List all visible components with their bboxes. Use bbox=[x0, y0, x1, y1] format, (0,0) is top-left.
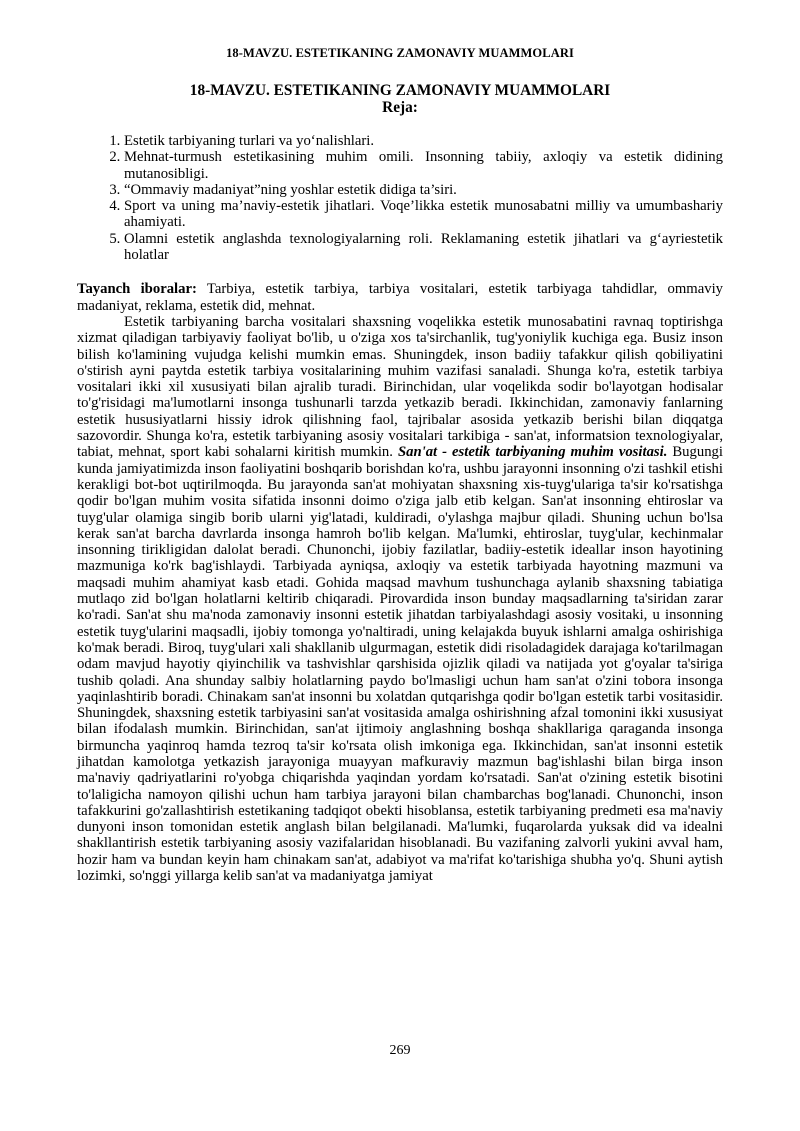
keywords-text: Tarbiya, estetik tarbiya, tarbiya vositalari, estetik tarbiyaga tahdidlar, ommaviy madaniyat, reklama, estetik did, mehnat. bbox=[77, 281, 723, 314]
plan-list bbox=[77, 133, 723, 263]
body-paragraph bbox=[77, 314, 723, 884]
keywords-label: Tayanch iboralar: bbox=[77, 281, 197, 298]
page-number: 269 bbox=[389, 1043, 411, 1058]
keywords-paragraph bbox=[77, 281, 723, 314]
page-title: 18-MAVZU. ESTETIKANING ZAMONAVIY MUAMMOLARI bbox=[189, 82, 611, 99]
body-highlight: San'at - estetik tarbiyaning muhim vositasi. bbox=[397, 444, 668, 461]
plan-heading: Reja: bbox=[382, 99, 418, 116]
page-content bbox=[77, 82, 723, 884]
plan-item: 4. Sport va uning ma’naviy-estetik jihatlari. Voqe’likka estetik munosabatni milliy va umumbashariy ahamiyati. bbox=[124, 198, 723, 231]
running-header: 18-MAVZU. ESTETIKANING ZAMONAVIY MUAMMOLARI bbox=[226, 46, 574, 60]
body-text-part1: Estetik tarbiyaning barcha vositalari shaxsning voqelikka estetik munosabatini ravnaq toptirishga xizmat qiladigan tarbiyaviy faoliyat bo'lib, u o'ziga xos ta'sirchanlik, tug'yoniylik kuchiga ega. Busiz inson bilish ko'lamining vujudga kelishi mumkin emas. Shuningdek, inson badiiy tafakkur qilish qobiliyatini o'stirish ayni paytda estetik tarbiya vositalarining muhim vazifasi sanaladi. Shunga ko'ra, estetik tarbiya vositalari ikki xil xususiyati bilan ajralib turadi. Birinchidan, ular voqelikda sodir bo'layotgan hodisalar to'g'risidagi ma'lumotlarni insonga tushunarli tarzda yetkazib beradi. Ikkinchidan, zamonaviy fanlarning estetik hususiyatlarni hissiy idrok qilishning faol, tajribalar asosida yetkazib berishi bilan diqqatga sazovordir. Shunga ko'ra, estetik tarbiyaning asosiy vositalari tarkibiga - san'at, informatsion texnologiyalar, tabiat, mehnat, sport kabi sohalarni kiritish mumkin. bbox=[77, 313, 723, 461]
plan-item: 2. Mehnat-turmush estetikasining muhim omili. Insonning tabiiy, axloqiy va estetik didining mutanosibligi. bbox=[124, 149, 723, 182]
plan-item: 1. Estetik tarbiyaning turlari va yo‘nalishlari. bbox=[124, 133, 723, 149]
plan-item: 3. “Ommaviy madaniyat”ning yoshlar estetik didiga ta’siri. bbox=[124, 182, 723, 198]
plan-item: 5. Olamni estetik anglashda texnologiyalarning roli. Reklamaning estetik jihatlari va g‘ayriestetik holatlar bbox=[124, 231, 723, 264]
body-text-part2: Bugungi kunda jamiyatimizda inson faoliyatini boshqarib borishdan ko'ra, ushbu jarayonni insonning o'zi tashkil etishi kerakligi bot-bot uqtirilmoqda. Bu jarayonda san'at mohiyatan shaxsning xis-tuyg'ulariga ta'sir ko'rsatishga qodir bo'lgan muhim vosita sifatida insonni doimo o'ziga jalb etib kelgan. San'at insonning ehtiroslar va tuyg'ular olamiga singib borib ularni yig'latadi, kuldiradi, o'ylashga majbur qiladi. Shuning uchun bo'lsa kerak san'at barcha davrlarda insonga hamroh bo'lib kelgan. Ma'lumki, ehtiroslar, tuyg'ular, kechinmalar insonning tirikligidan dalolat beradi. Chunonchi, ijobiy fazilatlar, badiiy-estetik ideallar inson hayotining mazmuniga ko'rk bag'ishlaydi. Tarbiyada ayniqsa, axloqiy va estetik tarbiyada hayotning mazmuni va maqsadi muhim ahamiyat kasb etadi. Gohida maqsad mavhum tushunchaga aylanib shaxsning tabiatiga mutlaqo zid bo'lgan holatlarni keltirib chiqaradi. Pirovardida inson bunday maqsadlarning ta'siridan zarar ko'radi. San'at shu ma'noda zamonaviy insonni estetik jihatdan tarbiyalashdagi asosiy vositaki, u insonning estetik tuyg'ularini maqsadli, ijobiy tomonga yo'naltiradi, uning kelajakda buyuk ishlarni amalga oshirishiga ko'mak beradi. Biroq, tuyg'ulari xali shakllanib ulgurmagan, estetik didi risoladagidek darajaga ko'tarilmagan odam mavjud hayotiy qiyinchilik va tashvishlar qarshisida ojizlik qiladi va natijada yot g'oyalar ta'siriga tushib qoladi. Ana shunday salbiy holatlarning paydo bo'lmasligi uchun ham san'at o'zini tobora insonga yaqinlashtirib boradi. Chinakam san'at insonni bu xolatdan qutqarishga qodir bo'lgan estetik tarbi vositasidir. Shuningdek, shaxsning estetik tarbiyasini san'at vositasida amalga oshirishning afzal tomonini ikki xususiyat bilan ifodalash mumkin. Birinchidan, san'at ijtimoiy anglashning boshqa shakllariga qaraganda insonga birmuncha yaqinroq hamda tezroq ta'sir ko'rsata olish imkoniga ega. Ikkinchidan, san'at insonni estetik jihatdan kamolotga yetkazish jarayoniga muayyan mafkuraviy mazmun bag'ishlashi bilan birga inson ma'naviy qadriyatlarini ro'yobga chiqarishda yaqindan yordam ko'rsatadi. San'at o'zining estetik bisotini to'laligicha namoyon qilishi uchun ham tarbiya jarayoni bilan chambarchas bog'lanadi. Chunonchi, inson tafakkurini go'zallashtirish estetikaning tadqiqot obekti hisoblansa, estetik tarbiyaning predmeti esa ma'naviy dunyoni inson tomonidan estetik anglash bilan belgilanadi. Ma'lumki, fuqarolarda yuksak did va idealni shakllantirish estetik tarbiyaning asosiy vazifalaridan hisoblanadi. Bu vazifaning zalvorli yukini avval ham, hozir ham va bundan keyin ham chinakam san'at, adabiyot va ma'rifat ko'tarishiga shubha yo'q. Shuni aytish lozimki, so'nggi yillarga kelib san'at va madaniyatga jamiyat bbox=[77, 444, 723, 885]
